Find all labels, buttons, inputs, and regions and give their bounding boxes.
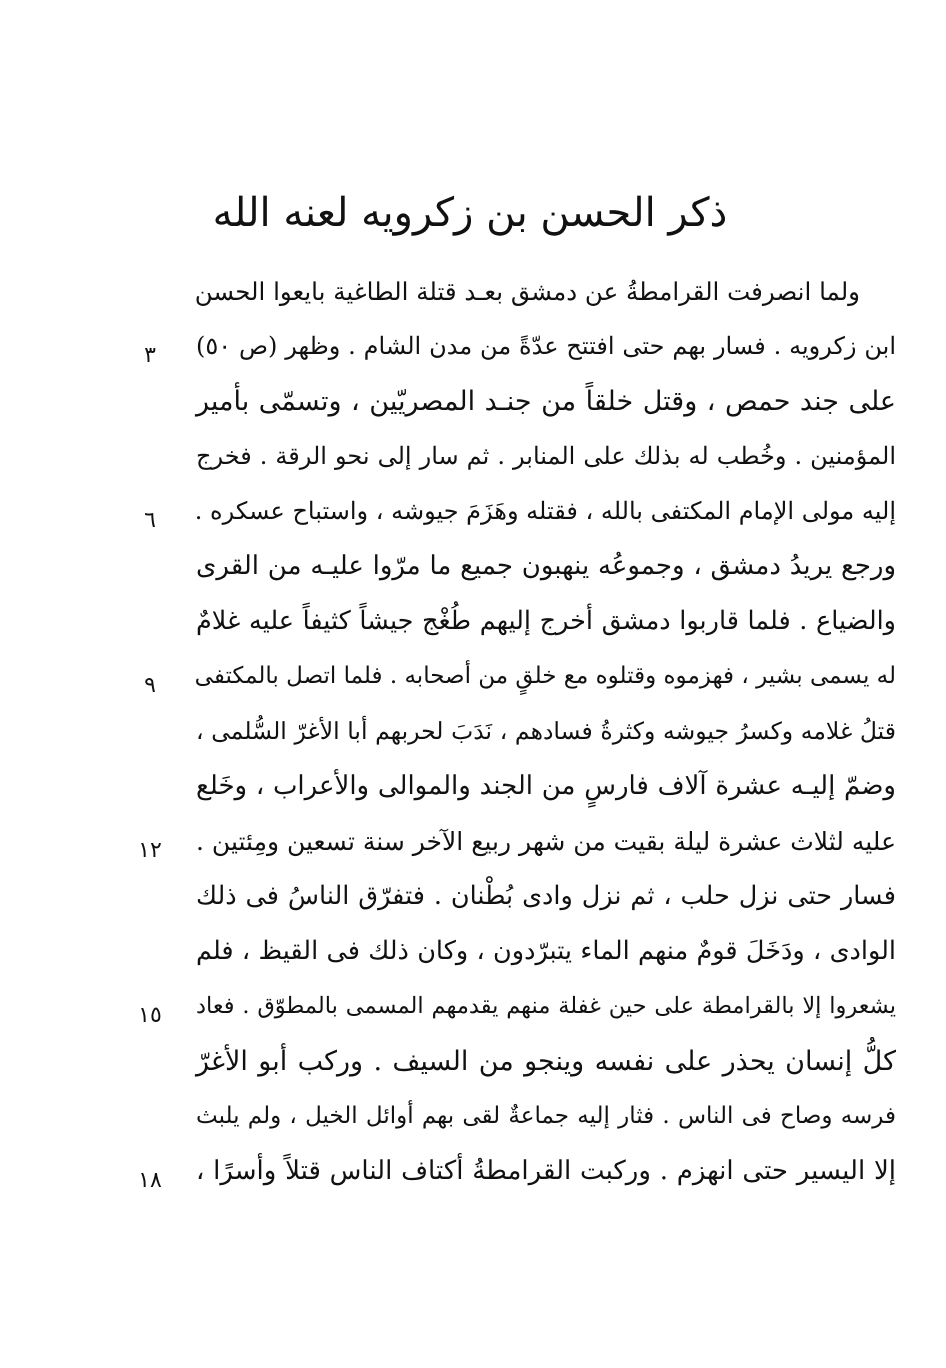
text-line: إليه مولى الإمام المكتفى بالله ، فقتله وهَزَمَ جيوشه ، واستباح عسكره . (194, 497, 896, 525)
text-line: الوادى ، ودَخَلَ قومٌ منهم الماء يتبرّدون ، وكان ذلك فى القيظ ، فلم (196, 936, 896, 966)
section-title: ذكر الحسن بن زكرويه لعنه الله (212, 190, 728, 236)
line-number: ٦ (144, 508, 156, 533)
text-line: له يسمى بشير ، فهزموه وقتلوه مع خلقٍ من أصحابه . فلما اتصل بالمكتفى (194, 663, 896, 689)
text-line: المؤمنين . وخُطب له بذلك على المنابر . ثم سار إلى نحو الرقة . فخرج (196, 442, 896, 470)
text-line: إلا اليسير حتى انهزم . وركبت القرامطةُ أكتاف الناس قتلاً وأسرًا ، (196, 1156, 896, 1186)
line-number: ١٨ (138, 1168, 162, 1193)
text-line: وضمّ إليـه عشرة آلاف فارسٍ من الجند والموالى والأعراب ، وخَلع (196, 771, 896, 801)
text-line: ابن زكرويه . فسار بهم حتى افتتح عدّةً من مدن الشام . وظهر (ص ٥٠) (196, 332, 896, 360)
text-line: ولما انصرفت القرامطةُ عن دمشق بعـد قتلة الطاغية بايعوا الحسن (194, 277, 860, 306)
text-line: ورجع يريدُ دمشق ، وجموعُه ينهبون جميع ما مرّوا عليـه من القرى (196, 551, 896, 581)
text-line: قتلُ غلامه وكسرُ جيوشه وكثرةُ فسادهم ، نَدَبَ لحربهم أبا الأغرّ السُّلمى ، (196, 717, 896, 745)
text-line: يشعروا إلا بالقرامطة على حين غفلة منهم يقدمهم المسمى بالمطوّق . فعاد (196, 993, 896, 1019)
line-number: ٣ (144, 343, 156, 368)
body-text (196, 264, 896, 1199)
text-line: فرسه وصاح فى الناس . فثار إليه جماعةٌ لقى بهم أوائل الخيل ، ولم يلبث (196, 1103, 896, 1129)
line-number: ١٥ (138, 1003, 162, 1028)
line-number: ٩ (144, 673, 156, 698)
text-line: والضياع . فلما قاربوا دمشق أخرج إليهم طُغْج جيشاً كثيفاً عليه غلامٌ (196, 606, 896, 636)
text-line: فسار حتى نزل حلب ، ثم نزل وادى بُطْنان . فتفرّق الناسُ فى ذلك (196, 881, 896, 911)
text-line: كلُّ إنسان يحذر على نفسه وينجو من السيف . وركب أبو الأغرّ (196, 1046, 896, 1077)
text-line: على جند حمص ، وقتل خلقاً من جنـد المصريّين ، وتسمّى بأمير (196, 386, 896, 417)
text-line: عليه لثلاث عشرة ليلة بقيت من شهر ربيع الآخر سنة تسعين ومِئتين . (196, 827, 896, 856)
line-number: ١٢ (138, 838, 162, 863)
